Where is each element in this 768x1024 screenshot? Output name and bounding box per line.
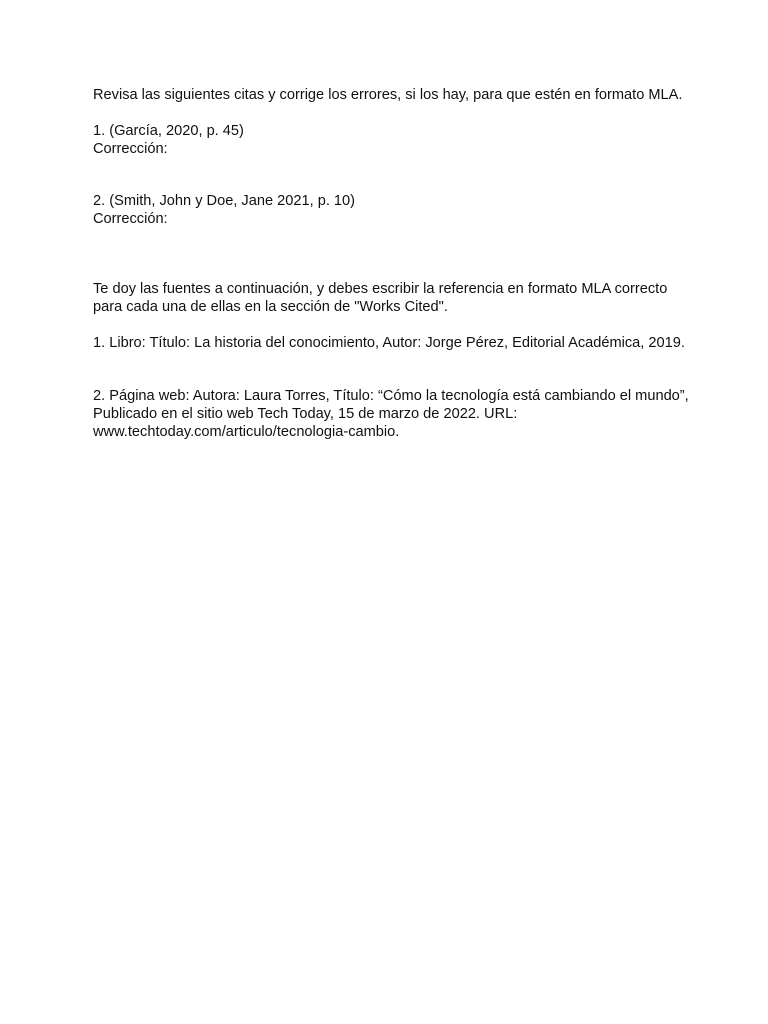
source-1-book: 1. Libro: Título: La historia del conocimiento, Autor: Jorge Pérez, Editorial Académica, 2019. — [93, 335, 685, 351]
spacer — [93, 158, 693, 192]
citation-1: 1. (García, 2020, p. 45) — [93, 123, 244, 139]
source-2-webpage-line-1: 2. Página web: Autora: Laura Torres, Título: “Cómo la tecnología está cambiando el mundo”, — [93, 388, 689, 404]
spacer — [93, 352, 693, 387]
spacer — [93, 316, 693, 334]
instruction-citations: Revisa las siguientes citas y corrige los errores, si los hay, para que estén en formato MLA. — [93, 87, 683, 103]
source-2-webpage-url: www.techtoday.com/articulo/tecnologia-cambio. — [93, 424, 400, 440]
spacer — [93, 228, 693, 280]
source-2-webpage-line-2: Publicado en el sitio web Tech Today, 15 de marzo de 2022. URL: — [93, 406, 518, 422]
citation-2-correction-label: Corrección: — [93, 211, 168, 227]
instruction-sources-line-2: para cada una de ellas en la sección de "Works Cited". — [93, 299, 448, 315]
spacer — [93, 104, 693, 122]
citation-1-correction-label: Corrección: — [93, 141, 168, 157]
instruction-sources-line-1: Te doy las fuentes a continuación, y debes escribir la referencia en formato MLA correcto — [93, 281, 668, 297]
document-page — [93, 86, 693, 441]
citation-2: 2. (Smith, John y Doe, Jane 2021, p. 10) — [93, 193, 356, 209]
